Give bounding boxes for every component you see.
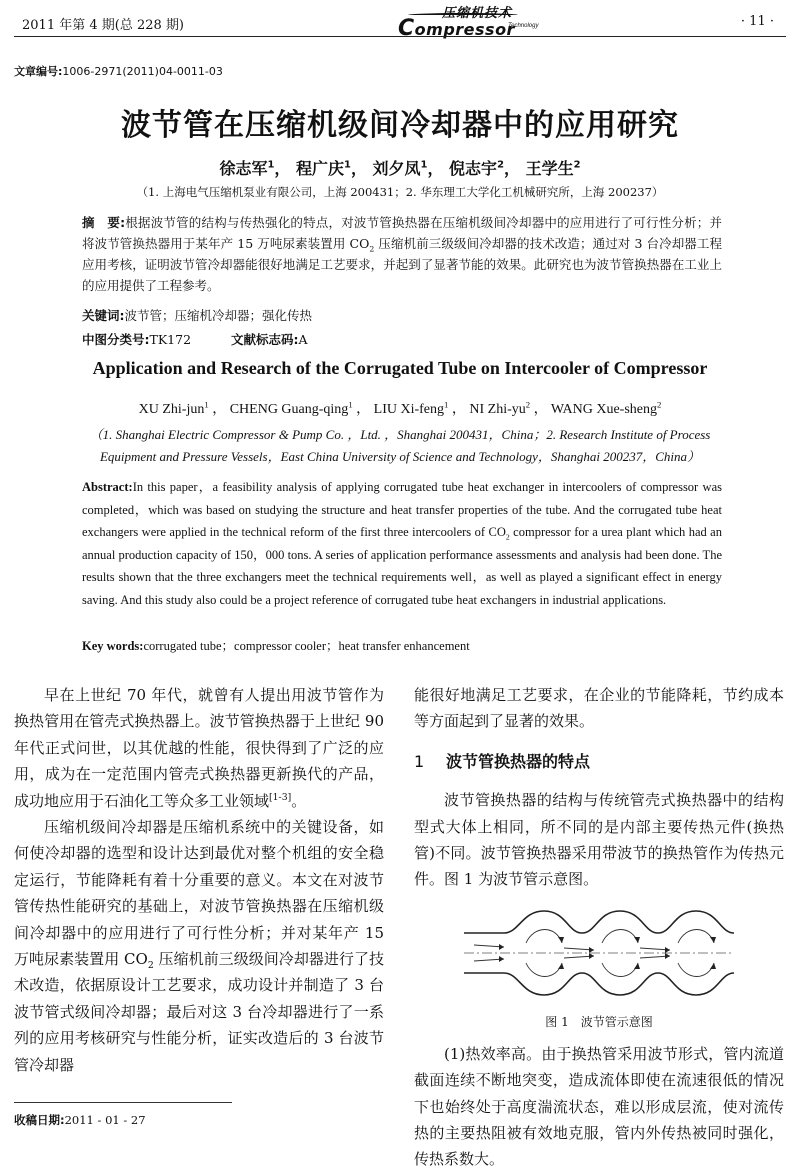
page-number: · 11 · [740, 14, 774, 29]
author: XU Zhi-jun [138, 402, 205, 417]
abstract-en-label: Abstract: [82, 480, 133, 494]
author: 程广庆 [296, 159, 345, 178]
paragraph: 压缩机级间冷却器是压缩机系统中的关键设备，如何使冷却器的选型和设计达到最优对整个机组的安全稳定运行，节能降耗有着十分重要的意义。本文在对波节管传热性能研究的基础上，对波节管换热器在压缩机级间冷却器中的应用进行了可行性分析；并对某年产 15 万吨尿素装置用 $CO_2$ 压缩机前三级级间冷却器进行了技术改造，依据原设计工艺要求，成功设计并制造了 3 台波节管式级间冷却器；最后对这 3 台冷却器进行了一系列的应用考核研究与性能分析，证实改造后的 3 台波节管冷却器 [14, 818, 384, 1074]
author: 王学生 [525, 159, 574, 178]
page-title: 波节管在压缩机级间冷却器中的应用研究 [121, 108, 679, 143]
running-header [14, 0, 786, 41]
authors-en: XU Zhi-jun$^1$ ， CHENG Guang-qing$^1$ ， LIU Xi-feng$^1$ ， NI Zhi-$yu^2$ ， WANG Xue-sheng$^2$ [138, 399, 662, 417]
title-en: Application and Research of the Corrugated Tube on Intercooler of Compressor [92, 358, 708, 378]
article-number: 文章编号:1006-2971(2011)04-0011-03 [14, 65, 223, 78]
paragraph: (1)热效率高。由于换热管采用波节形式，管内流道截面连续不断地突变，造成流体即使在流速很低的情况下也始终处于高度湍流状态，难以形成层流，使对流传热的主要热阻被有效地克服，管内外传热被同时强化，传热系数大。 [414, 1044, 784, 1169]
logo-en-text: Compressor [398, 16, 515, 41]
figure-1 [414, 893, 784, 1041]
header-rule [14, 36, 786, 37]
keywords-en: Key words:corrugated tube；compressor cooler；heat transfer enhancement [82, 639, 470, 653]
received-date: 收稿日期:2011 - 01 - 27 [14, 1113, 146, 1127]
authors-cn: 徐志军$^1$， 程广庆$^1$， 刘夕凤$^1$， 倪志宇$^2$， 王学生$^2$ [219, 159, 581, 178]
paragraph: 能很好地满足工艺要求，在企业的节能降耗，节约成本等方面起到了显著的效果。 [414, 686, 784, 731]
paragraph: 波节管换热器的结构与传统管壳式换热器中的结构型式大体上相同，所不同的是内部主要传热元件(换热管)不同。波节管换热器采用带波节的换热管作为传热元件。图 1 为波节管示意图。 [414, 791, 784, 889]
abstract-en: Abstract:In this paper，a feasibility analysis of applying corrugated tube heat exchanger in intercoolers of compressor was completed，which was based on studying the structure and heat transfer properties of the tube. And the corrugated tube heat exchangers were applied in the technical reform of the first three intercoolers of $CO_2$ compressor for a urea plant which had an annual production capacity of 150，000 tons. A series of application performance assessments and analysis had been done. The results shown that the three exchangers meet the technical requirements well，as well as played a significant effect in energy saving. And this study also could be a project reference of corrugated tube heat exchangers in industrial applications. [82, 480, 722, 607]
journal-logo [398, 2, 539, 41]
author: 倪志宇 [449, 159, 498, 178]
body-right-column [414, 682, 784, 1173]
keywords-cn: 关键词:波节管；压缩机冷却器；强化传热 [82, 308, 313, 323]
body-left-column [14, 682, 384, 1078]
paragraph: 早在上世纪 70 年代，就曾有人提出用波节管作为换热管用在管壳式换热器上。波节管换热器于上世纪 90 年代正式问世，以其优越的性能，很快得到了广泛的应用，成为在一定范围内管壳式换热器更新换代的产品，成功地应用于石油化工等众多工业领域[1-3]。 [14, 686, 384, 810]
figure-caption: 图 1 波节管示意图 [545, 1014, 653, 1029]
logo-subtitle: Technology [508, 23, 539, 29]
corrugated-tube-diagram [464, 903, 734, 1003]
logo-cn-text: 压缩机技术 [442, 6, 513, 21]
author: 刘夕凤 [372, 159, 421, 178]
author: WANG Xue-sheng [550, 402, 658, 417]
affiliation-cn: （1. 上海电气压缩机泵业有限公司，上海 200431；2. 华东理工大学化工机械研究所，上海 200237） [136, 185, 664, 199]
author: NI Zhi-yu [469, 402, 526, 417]
abstract-cn: 摘 要:根据波节管的结构与传热强化的特点，对波节管换热器在压缩机级间冷却器中的应用进行了可行性分析；并将波节管换热器用于某年产 15 万吨尿素装置用 $CO_2$ 压缩机前三级级间冷却器的技术改造；通过对 3 台冷却器工程应用考核，证明波节管冷却器能很好地满足工艺要求，并起到了显著节能的效果。此研究也为波节管换热器在工业上的应用提供了工程参考。 [82, 215, 723, 293]
issue-info: 2011 年第 4 期(总 228 期) [22, 18, 184, 33]
abstract-cn-label: 摘 要: [82, 215, 126, 230]
affiliation-en: （1. Shanghai Electric Compressor & Pump Co. ，Ltd. ，Shanghai 200431，China；2. Research Institute of Process Equipment and Pressure Vessels，East China University of Science and Technology，Shanghai 200237，China） [89, 427, 711, 464]
section-heading: 1 波节管换热器的特点 [414, 751, 591, 771]
footnote-rule [14, 1102, 232, 1103]
author: 徐志军 [219, 159, 268, 178]
classification-cn: 中图分类号:TK172 文献标志码:A [82, 332, 308, 347]
author: LIU Xi-feng [373, 402, 445, 417]
author: CHENG Guang-qing [229, 402, 349, 417]
